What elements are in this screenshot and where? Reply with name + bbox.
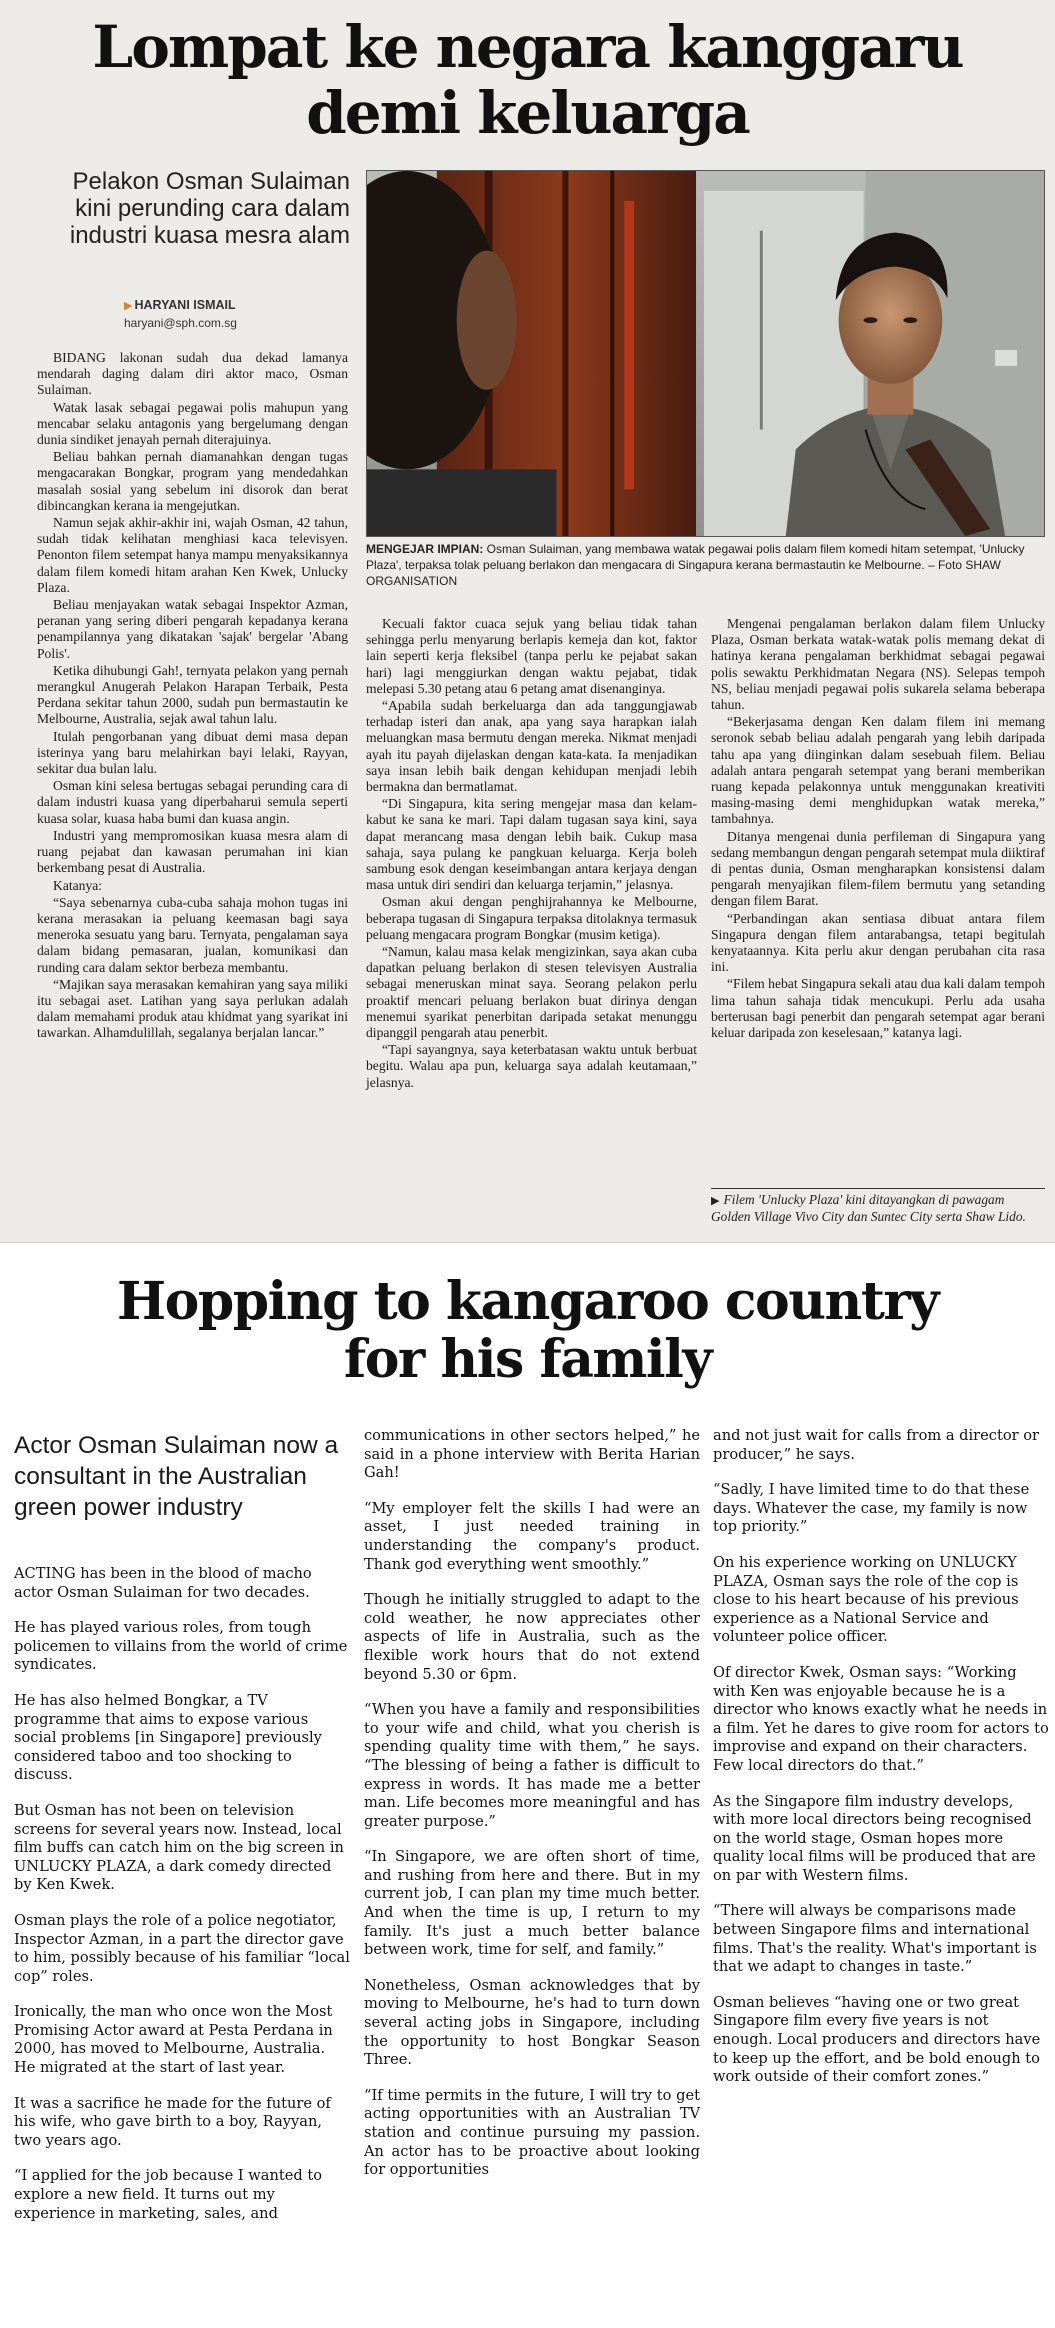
screening-note xyxy=(711,1188,1045,1225)
paragraph: Osman kini selesa bertugas sebagai perunding cara di dalam industri kuasa yang diperbaharui semula seperti kuasa solar, kuasa haba bumi dan kuasa angin. xyxy=(37,778,348,826)
paragraph: Of director Kwek, Osman says: “Working with Ken was enjoyable because he is a director who knows exactly what he needs in a film. Yet he dares to give room for actors to improvise and expand on their characters. Few local directors do that.” xyxy=(713,1663,1049,1774)
paragraph: Kecuali faktor cuaca sejuk yang beliau tidak tahan sehingga perlu menyarung berlapis kemeja dan kot, faktor lain seperti kerja fleksibel (tanpa perlu ke pejabat sakan hari) lagi menggiurkan dengan waktu pejabat, tidak melepasi 5.30 petang atau 6 petang amat disenanginya. xyxy=(366,616,697,696)
paragraph: BIDANG lakonan sudah dua dekad lamanya mendarah daging dalam diri aktor maco, Osman Sulaiman. xyxy=(37,350,348,398)
english-column-3 xyxy=(713,1427,1049,2104)
article-photo xyxy=(366,170,1045,537)
paragraph: Ketika dihubungi Gah!, ternyata pelakon yang pernah merangkul Anugerah Pelakon Harapan Terbaik, Pesta Perdana sekitar tahun 2000, sudah pun bermastautin ke Melbourne, Australia, sejak awal tahun lalu. xyxy=(37,662,348,727)
paragraph: Osman plays the role of a police negotiator, Inspector Azman, in a part the director gave to him, possibly because of his familiar “local cop” roles. xyxy=(14,1911,350,1985)
play-icon: ▶ xyxy=(711,1195,720,1207)
paragraph: “There will always be comparisons made between Singapore films and international films. That's the reality. What's important is that we adapt to changes in taste.” xyxy=(713,1902,1037,1976)
paragraph: It was a sacrifice he made for the future of his wife, who gave birth to a boy, Rayyan, two years ago. xyxy=(14,2094,331,2149)
caption-text: Osman Sulaiman, yang membawa watak pegawai polis dalam filem komedi hitam setempat, 'Unlucky Plaza', terpaksa tolak peluang berlakon dan mengacara di Singapura kerana bermastautin ke Melbourne. – Foto SHAW ORGANISATION xyxy=(366,542,1025,588)
byline-name: HARYANI ISMAIL xyxy=(134,298,236,312)
english-subheadline: Actor Osman Sulaiman now a consultant in the Australian green power industry xyxy=(14,1432,339,1521)
arrow-icon: ▶ xyxy=(124,300,133,312)
paragraph: “Tapi sayangnya, saya keterbatasan waktu untuk berbuat begitu. Walau apa pun, keluarga saya adalah keutamaan,” jelasnya. xyxy=(366,1042,697,1090)
paragraph: Osman believes “having one or two great Singapore film every five years is not enough. Local producers and directors have to keep up the effort, and be bold enough to work outside of their comfort zones.” xyxy=(713,1993,1041,2086)
malay-column-1 xyxy=(37,350,348,1043)
english-column-1 xyxy=(14,1565,350,2240)
malay-headline xyxy=(60,14,995,146)
paragraph: Beliau bahkan pernah diamanahkan dengan tugas mengacarakan Bongkar, program yang mendedahkan masalah sosial yang sebelum ini disorok dan berat dibincangkan kerana ia mengejutkan. xyxy=(37,449,348,513)
paragraph: Itulah pengorbanan yang dibuat demi masa depan isterinya yang baru melahirkan bayi lelaki, Rayyan, sekitar dua bulan lalu. xyxy=(37,728,348,777)
caption-label: MENGEJAR IMPIAN: xyxy=(366,542,484,556)
malay-column-2 xyxy=(366,616,697,1092)
photo-scene xyxy=(367,171,1044,536)
paragraph: “Bekerjasama dengan Ken dalam filem ini memang seronok sebab beliau adalah pengarah yang lebih daripada tahu apa yang diinginkan dalam sesebuah filem. Beliau adalah antara pengarah setempat yang berani memberikan ruang kepada pelakonnya untuk menggunakan kreativiti masing-masing demi menghidupkan watak mereka,” tambahnya. xyxy=(711,714,1045,827)
paragraph: As the Singapore film industry develops, with more local directors being recognised on the world stage, Osman hopes more quality local films will be produced that are on par with Western films. xyxy=(713,1792,1036,1884)
paragraph: “If time permits in the future, I will try to get acting opportunities with an Australian TV station and continue pursuing my passion. An actor has to be proactive about looking for opportunities xyxy=(364,2086,700,2179)
paragraph: “I applied for the job because I wanted to explore a new field. It turns out my experience in marketing, sales, and xyxy=(14,2167,322,2222)
paragraph: Namun sejak akhir-akhir ini, wajah Osman, 42 tahun, sudah tidak kelihatan menghiasi kaca televisyen. Penonton filem setempat hanya mampu menyaksikannya dalam filem komedi hitam arahan Ken Kwek, Unlucky Plaza. xyxy=(37,515,348,595)
english-headline xyxy=(40,1273,1015,1389)
paragraph: Industri yang mempromosikan kuasa mesra alam di ruang pejabat dan kawasan perumahan ini kian berkembang pesat di Australia. xyxy=(37,827,348,876)
paragraph: “Sadly, I have limited time to do that these days. Whatever the case, my family is now top priority.” xyxy=(713,1481,1030,1536)
paragraph: “Apabila sudah berkeluarga dan ada tanggungjawab terhadap isteri dan anak, apa yang saya harapkan ialah meluangkan masa bermutu dengan mereka. Nikmat menjadi ayah itu payah dijelaskan dengan kata-kata. Ia menjadikan saya insan lebih baik dengan kehidupan menjadi lebih bermakna dan bermatlamat. xyxy=(366,698,697,795)
paragraph: “Di Singapura, kita sering mengejar masa dan kelam-kabut ke sana ke mari. Tapi dalam tugasan saya kini, saya dapat merancang masa dengan lebih baik. Cukup masa sahaja, saya pulang ke pangkuan keluarga. Kerja boleh sambung esok dengan keseimbangan antara kerjaya dengan masa untuk diri sendiri dan keluarga terjamin,” jelasnya. xyxy=(366,796,697,893)
paragraph: “Majikan saya merasakan kemahiran yang saya miliki itu sebagai aset. Latihan yang saya perlukan adalah dalam memahami produk atau khidmat yang syarikat ini tawarkan. Alhamdulillah, segalanya berjalan lancar.” xyxy=(37,976,348,1041)
screening-note-text: Filem 'Unlucky Plaza' kini ditayangkan di pawagam Golden Village Vivo City dan Suntec City serta Shaw Lido. xyxy=(711,1192,1026,1224)
paragraph: Mengenai pengalaman berlakon dalam filem Unlucky Plaza, Osman berkata watak-watak polis memang dekat di hatinya kerana pengalaman berkhidmat sebagai pegawai polis sewaktu Perkhidmatan Negara (NS). Selepas tempoh NS, beliau menjadi pegawai polis sukarela selama beberapa tahun. xyxy=(711,616,1045,713)
photo-caption xyxy=(366,541,1045,589)
paragraph: “My employer felt the skills I had were an asset, I just needed training in understanding the company's product. Thank god everything went smoothly.” xyxy=(364,1499,700,1573)
paragraph: Watak lasak sebagai pegawai polis mahupun yang mencabar selaku antagonis yang bergelumang dengan dunia sindiket jenayah pernah diterajuinya. xyxy=(37,399,348,448)
english-headline-line1: Hopping to kangaroo country xyxy=(117,1271,938,1332)
paragraph: “Namun, kalau masa kelak mengizinkan, saya akan cuba dapatkan peluang berlakon di stesen televisyen Australia sebagai meneruskan minat saya. Seorang pelakon perlu proaktif mencari peluang berlakon buat dirinya dengan menemui syarikat penerbitan daripada setakat menunggu dipanggil pengarah atau penerbit. xyxy=(366,944,697,1041)
malay-subheadline: Pelakon Osman Sulaiman kini perunding cara dalam industri kuasa mesra alam xyxy=(69,168,350,249)
paragraph: “Saya sebenarnya cuba-cuba sahaja mohon tugas ini kerana merasakan ia peluang keemasan bagi saya meneroka sesuatu yang baru. Ternyata, pengalaman saya dalam bidang pemasaran, jualan, komunikasi dan runding cara dalam sektor berbeza membantu. xyxy=(37,894,348,975)
paragraph: Katanya: xyxy=(53,877,103,893)
english-column-2 xyxy=(364,1427,700,2197)
malay-column-3 xyxy=(711,616,1045,1042)
byline-email: haryani@sph.com.sg xyxy=(124,316,237,330)
paragraph: ACTING has been in the blood of macho actor Osman Sulaiman for two decades. xyxy=(14,1565,312,1601)
paragraph: Osman akui dengan penghijrahannya ke Melbourne, beberapa tugasan di Singapura terpaksa ditolaknya termasuk peluang mengacara program Bongkar (musim ketiga). xyxy=(366,894,697,942)
paragraph: But Osman has not been on television screens for several years now. Instead, local film buffs can catch him on the big screen in UNLUCKY PLAZA, a dark comedy directed by Ken Kwek. xyxy=(14,1801,344,1894)
paragraph: “In Singapore, we are often short of time, and rushing from here and there. But in my current job, I can plan my time much better. And when the time is up, I return to my family. It's just a much better balance between work, time for self, and family.” xyxy=(364,1848,700,1959)
malay-headline-line1: Lompat ke negara kanggaru xyxy=(92,13,963,81)
malay-headline-line2: demi keluarga xyxy=(306,79,749,147)
paragraph: “When you have a family and responsibilities to your wife and child, what you cherish is spending quality time with them,” he says. “The blessing of being a father is difficult to express in words. It has made me a better man. Life becomes more meaningful and has greater purpose.” xyxy=(364,1701,700,1830)
paragraph: Ditanya mengenai dunia perfileman di Singapura yang sedang membangun dengan pengarah setempat mula diiktiraf di pentas dunia, Osman mengharapkan konsistensi dalam pengarah menyajikan filem-filem bermutu yang setanding dengan filem Barat. xyxy=(711,828,1045,909)
paragraph: Beliau menjayakan watak sebagai Inspektor Azman, peranan yang sering diberi pengarah kepadanya kerana penampilannya yang dikatakan 'sajak' bergelar 'Abang Polis'. xyxy=(37,597,348,661)
paragraph: He has also helmed Bongkar, a TV programme that aims to expose various social problems [in Singapore] previously considered taboo and too shocking to discuss. xyxy=(14,1691,322,1784)
byline xyxy=(124,297,237,332)
paragraph: and not just wait for calls from a director or producer,” he says. xyxy=(713,1427,1039,1463)
paragraph: Ironically, the man who once won the Most Promising Actor award at Pesta Perdana in 2000, has moved to Melbourne, Australia. He migrated at the start of last year. xyxy=(14,2003,333,2077)
paragraph: Though he initially struggled to adapt to the cold weather, he now appreciates other aspects of life in Australia, such as the flexible work hours that do not extend beyond 5.30 or 6pm. xyxy=(364,1591,700,1683)
english-translation xyxy=(0,1242,1055,2328)
paragraph: On his experience working on UNLUCKY PLAZA, Osman says the role of the cop is close to his heart because of his previous experience as a National Service and volunteer police officer. xyxy=(713,1553,1019,1646)
paragraph: “Perbandingan akan sentiasa dibuat antara filem Singapura dengan filem antarabangsa, tetapi begitulah kenyataannya. Kita perlu akur dengan perubahan cita rasa ini. xyxy=(711,910,1045,975)
paragraph: He has played various roles, from tough policemen to villains from the world of crime syndicates. xyxy=(14,1619,348,1674)
paragraph: communications in other sectors helped,” he said in a phone interview with Berita Harian Gah! xyxy=(364,1427,700,1482)
paragraph: Nonetheless, Osman acknowledges that by moving to Melbourne, he's had to turn down several acting jobs in Singapore, including the opportunity to host Bongkar Season Three. xyxy=(364,1976,700,2069)
paragraph: “Filem hebat Singapura sekali atau dua kali dalam tempoh lima tahun sahaja tidak mencukupi. Perlu ada usaha berterusan bagi penerbit dan pengarah setempat agar berani keluar daripada zon keselesaan,” katanya lagi. xyxy=(711,976,1045,1041)
english-headline-line2: for his family xyxy=(343,1329,712,1390)
